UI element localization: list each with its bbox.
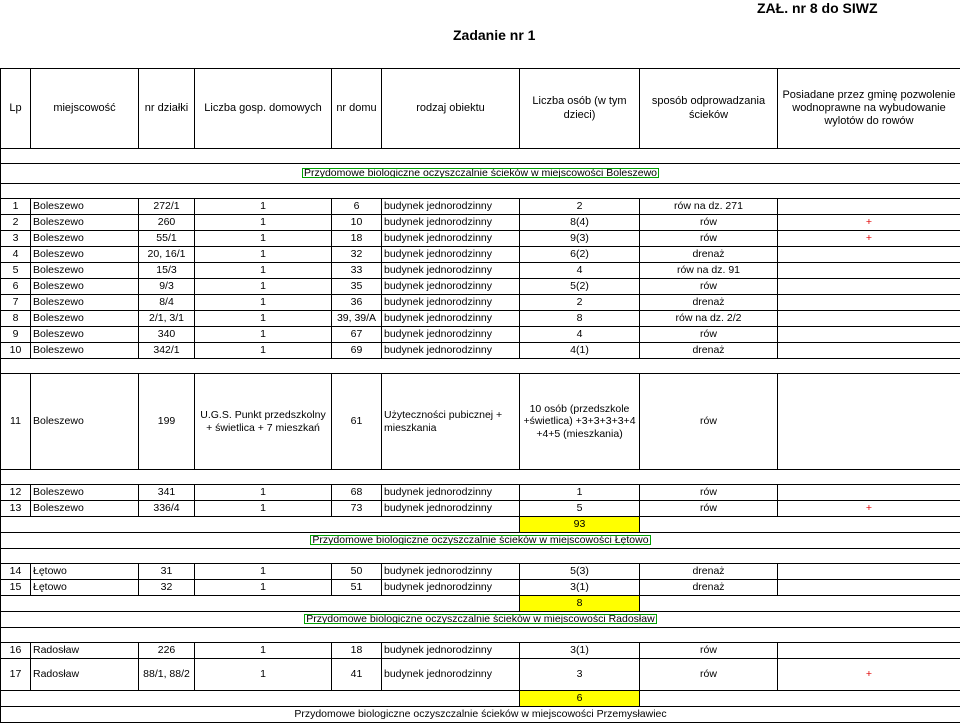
cell-obiekt: budynek jednorodzinny: [382, 279, 520, 295]
cell-lp: 6: [1, 279, 31, 295]
cell-dzialka: 2/1, 3/1: [139, 311, 195, 327]
cell-pozwolenie: +: [778, 659, 960, 691]
table-row: [1, 643, 960, 659]
table-row: [1, 263, 960, 279]
cell-dom: 6: [332, 199, 382, 215]
cell-dzialka: 88/1, 88/2: [139, 659, 195, 691]
cell-sposob: rów na dz. 2/2: [640, 311, 778, 327]
spacer-row: [1, 628, 960, 643]
attachment-label: ZAŁ. nr 8 do SIWZ: [757, 0, 878, 16]
cell-obiekt: budynek jednorodzinny: [382, 199, 520, 215]
table-row: [1, 564, 960, 580]
cell-pozwolenie: [778, 374, 960, 470]
cell-miejscowosc: Boleszewo: [31, 295, 139, 311]
cell-gosp: U.G.S. Punkt przedszkolny + świetlica + 7 mieszkań: [195, 374, 332, 470]
cell-dom: 41: [332, 659, 382, 691]
cell-sposob: rów: [640, 485, 778, 501]
cell-osob: 3(1): [520, 580, 640, 596]
cell-lp: 12: [1, 485, 31, 501]
cell-dzialka: 31: [139, 564, 195, 580]
cell-sposob: rów na dz. 91: [640, 263, 778, 279]
cell-dom: 50: [332, 564, 382, 580]
table-row: [1, 215, 960, 231]
cell-gosp: 1: [195, 659, 332, 691]
cell-sposob: rów: [640, 231, 778, 247]
cell-osob: 8: [520, 311, 640, 327]
cell-gosp: 1: [195, 485, 332, 501]
cell-dom: 10: [332, 215, 382, 231]
table-row: [1, 295, 960, 311]
table-row: [1, 247, 960, 263]
cell-dzialka: 9/3: [139, 279, 195, 295]
cell-dzialka: 342/1: [139, 343, 195, 359]
cell-pozwolenie: +: [778, 215, 960, 231]
cell-dom: 33: [332, 263, 382, 279]
table-row: [1, 311, 960, 327]
cell-dzialka: 55/1: [139, 231, 195, 247]
cell-sposob: drenaż: [640, 295, 778, 311]
col-miejscowosc: miejscowość: [31, 69, 139, 149]
section-title-letowo: Przydomowe biologiczne oczyszczalnie ścieków w miejscowości Łętowo: [309, 534, 651, 546]
spacer: [1, 549, 960, 564]
cell-lp: 13: [1, 501, 31, 517]
table-row: [1, 374, 960, 470]
spacer-row: [1, 359, 960, 374]
cell-lp: 16: [1, 643, 31, 659]
total-row: [1, 517, 960, 533]
cell-osob: 5(2): [520, 279, 640, 295]
spacer: [1, 470, 960, 485]
cell-lp: 1: [1, 199, 31, 215]
cell-osob: 3: [520, 659, 640, 691]
cell-lp: 17: [1, 659, 31, 691]
cell-lp: 9: [1, 327, 31, 343]
section-row: [1, 164, 960, 184]
table-row: [1, 199, 960, 215]
cell-miejscowosc: Boleszewo: [31, 374, 139, 470]
cell-sposob: drenaż: [640, 580, 778, 596]
cell-osob: 5(3): [520, 564, 640, 580]
col-pozwolenie: Posiadane przez gminę pozwolenie wodnoprawne na wybudowanie wylotów do rowów: [778, 69, 960, 149]
cell-dzialka: 15/3: [139, 263, 195, 279]
cell-dom: 67: [332, 327, 382, 343]
table-row: [1, 485, 960, 501]
cell-osob: 8(4): [520, 215, 640, 231]
cell-sposob: drenaż: [640, 564, 778, 580]
spacer: [1, 184, 960, 199]
cell-osob: 10 osób (przedszkole +świetlica) +3+3+3+3+4 +4+5 (mieszkania): [520, 374, 640, 470]
cell-sposob: drenaż: [640, 343, 778, 359]
cell-lp: 15: [1, 580, 31, 596]
cell-miejscowosc: Boleszewo: [31, 231, 139, 247]
table-row: [1, 279, 960, 295]
total-boleszewo: 93: [520, 517, 640, 533]
cell-dzialka: 341: [139, 485, 195, 501]
section-row: [1, 707, 960, 723]
total-row: [1, 596, 960, 612]
cell-dzialka: 336/4: [139, 501, 195, 517]
cell-obiekt: budynek jednorodzinny: [382, 311, 520, 327]
cell-pozwolenie: [778, 263, 960, 279]
cell-pozwolenie: [778, 279, 960, 295]
cell-dzialka: 340: [139, 327, 195, 343]
cell-obiekt: budynek jednorodzinny: [382, 564, 520, 580]
section-title-boleszewo: Przydomowe biologiczne oczyszczalnie ścieków w miejscowości Boleszewo: [301, 167, 660, 179]
section-row: [1, 533, 960, 549]
cell-gosp: 1: [195, 247, 332, 263]
header-row: [1, 69, 960, 149]
cell-miejscowosc: Łętowo: [31, 564, 139, 580]
cell-dom: 61: [332, 374, 382, 470]
cell-gosp: 1: [195, 199, 332, 215]
cell-dom: 18: [332, 643, 382, 659]
cell-obiekt: budynek jednorodzinny: [382, 580, 520, 596]
cell-gosp: 1: [195, 295, 332, 311]
cell-lp: 2: [1, 215, 31, 231]
table-row: [1, 343, 960, 359]
cell-obiekt: budynek jednorodzinny: [382, 215, 520, 231]
cell-pozwolenie: [778, 564, 960, 580]
cell-miejscowosc: Radosław: [31, 659, 139, 691]
cell-osob: 6(2): [520, 247, 640, 263]
cell-lp: 7: [1, 295, 31, 311]
spacer-row: [1, 149, 960, 164]
cell-miejscowosc: Boleszewo: [31, 311, 139, 327]
cell-pozwolenie: [778, 199, 960, 215]
cell-obiekt: budynek jednorodzinny: [382, 247, 520, 263]
col-osob: Liczba osób (w tym dzieci): [520, 69, 640, 149]
cell-dom: 73: [332, 501, 382, 517]
cell-gosp: 1: [195, 564, 332, 580]
total-letowo: 8: [520, 596, 640, 612]
cell-obiekt: budynek jednorodzinny: [382, 485, 520, 501]
cell-gosp: 1: [195, 580, 332, 596]
cell-miejscowosc: Boleszewo: [31, 263, 139, 279]
section-row: [1, 612, 960, 628]
cell-osob: 4: [520, 263, 640, 279]
cell-gosp: 1: [195, 643, 332, 659]
cell-sposob: rów: [640, 327, 778, 343]
cell-gosp: 1: [195, 215, 332, 231]
cell-miejscowosc: Boleszewo: [31, 327, 139, 343]
cell-miejscowosc: Boleszewo: [31, 247, 139, 263]
cell-dzialka: 226: [139, 643, 195, 659]
cell-sposob: rów: [640, 215, 778, 231]
cell-gosp: 1: [195, 343, 332, 359]
cell-sposob: drenaż: [640, 247, 778, 263]
cell-miejscowosc: Boleszewo: [31, 343, 139, 359]
spacer: [1, 359, 960, 374]
cell-sposob: rów: [640, 659, 778, 691]
cell-dzialka: 199: [139, 374, 195, 470]
cell-gosp: 1: [195, 501, 332, 517]
cell-osob: 5: [520, 501, 640, 517]
cell-sposob: rów: [640, 374, 778, 470]
cell-lp: 5: [1, 263, 31, 279]
spacer-row: [1, 470, 960, 485]
cell-miejscowosc: Radosław: [31, 643, 139, 659]
cell-dom: 39, 39/A: [332, 311, 382, 327]
cell-dzialka: 20, 16/1: [139, 247, 195, 263]
page-title: Zadanie nr 1: [453, 27, 535, 43]
cell-pozwolenie: [778, 643, 960, 659]
section-title-przemyslawiec: Przydomowe biologiczne oczyszczalnie ścieków w miejscowości Przemysławiec: [291, 708, 669, 720]
cell-obiekt: budynek jednorodzinny: [382, 643, 520, 659]
cell-osob: 4(1): [520, 343, 640, 359]
cell-osob: 9(3): [520, 231, 640, 247]
cell-miejscowosc: Boleszewo: [31, 199, 139, 215]
cell-sposob: rów: [640, 501, 778, 517]
cell-pozwolenie: [778, 311, 960, 327]
cell-dzialka: 272/1: [139, 199, 195, 215]
cell-osob: 4: [520, 327, 640, 343]
cell-dom: 51: [332, 580, 382, 596]
cell-lp: 4: [1, 247, 31, 263]
cell-gosp: 1: [195, 279, 332, 295]
cell-pozwolenie: [778, 295, 960, 311]
table-row: [1, 659, 960, 691]
cell-sposob: rów na dz. 271: [640, 199, 778, 215]
col-dzialki: nr działki: [139, 69, 195, 149]
cell-gosp: 1: [195, 327, 332, 343]
cell-dom: 69: [332, 343, 382, 359]
cell-obiekt: budynek jednorodzinny: [382, 263, 520, 279]
table-row: [1, 501, 960, 517]
cell-miejscowosc: Boleszewo: [31, 279, 139, 295]
cell-gosp: 1: [195, 231, 332, 247]
spacer: [1, 628, 960, 643]
section-title-radoslaw: Przydomowe biologiczne oczyszczalnie ścieków w miejscowości Radosław: [303, 613, 657, 625]
cell-dom: 68: [332, 485, 382, 501]
cell-obiekt: budynek jednorodzinny: [382, 343, 520, 359]
cell-pozwolenie: [778, 580, 960, 596]
cell-pozwolenie: +: [778, 501, 960, 517]
col-obiekt: rodzaj obiektu: [382, 69, 520, 149]
cell-pozwolenie: +: [778, 231, 960, 247]
cell-dzialka: 260: [139, 215, 195, 231]
cell-obiekt: budynek jednorodzinny: [382, 327, 520, 343]
cell-gosp: 1: [195, 311, 332, 327]
cell-pozwolenie: [778, 485, 960, 501]
spacer-row: [1, 549, 960, 564]
cell-sposob: rów: [640, 643, 778, 659]
cell-obiekt: budynek jednorodzinny: [382, 501, 520, 517]
cell-lp: 14: [1, 564, 31, 580]
cell-miejscowosc: Boleszewo: [31, 501, 139, 517]
total-radoslaw: 6: [520, 691, 640, 707]
table-row: [1, 580, 960, 596]
col-lp: Lp: [1, 69, 31, 149]
col-sposob: sposób odprowadzania ścieków: [640, 69, 778, 149]
cell-lp: 10: [1, 343, 31, 359]
cell-lp: 3: [1, 231, 31, 247]
cell-dom: 32: [332, 247, 382, 263]
cell-gosp: 1: [195, 263, 332, 279]
cell-osob: 2: [520, 199, 640, 215]
table-row: [1, 327, 960, 343]
cell-lp: 11: [1, 374, 31, 470]
col-dom: nr domu: [332, 69, 382, 149]
cell-miejscowosc: Boleszewo: [31, 215, 139, 231]
cell-dom: 36: [332, 295, 382, 311]
cell-pozwolenie: [778, 327, 960, 343]
cell-miejscowosc: Łętowo: [31, 580, 139, 596]
cell-dom: 18: [332, 231, 382, 247]
cell-dom: 35: [332, 279, 382, 295]
cell-obiekt: budynek jednorodzinny: [382, 659, 520, 691]
col-gosp: Liczba gosp. domowych: [195, 69, 332, 149]
cell-lp: 8: [1, 311, 31, 327]
cell-obiekt: budynek jednorodzinny: [382, 295, 520, 311]
spacer-row: [1, 184, 960, 199]
spacer: [1, 149, 960, 164]
table-row: [1, 231, 960, 247]
cell-sposob: rów: [640, 279, 778, 295]
cell-obiekt: Użyteczności pubicznej + mieszkania: [382, 374, 520, 470]
data-table: [0, 68, 960, 723]
cell-osob: 2: [520, 295, 640, 311]
cell-dzialka: 8/4: [139, 295, 195, 311]
cell-dzialka: 32: [139, 580, 195, 596]
cell-pozwolenie: [778, 247, 960, 263]
cell-obiekt: budynek jednorodzinny: [382, 231, 520, 247]
cell-pozwolenie: [778, 343, 960, 359]
cell-osob: 3(1): [520, 643, 640, 659]
total-row: [1, 691, 960, 707]
cell-osob: 1: [520, 485, 640, 501]
cell-miejscowosc: Boleszewo: [31, 485, 139, 501]
